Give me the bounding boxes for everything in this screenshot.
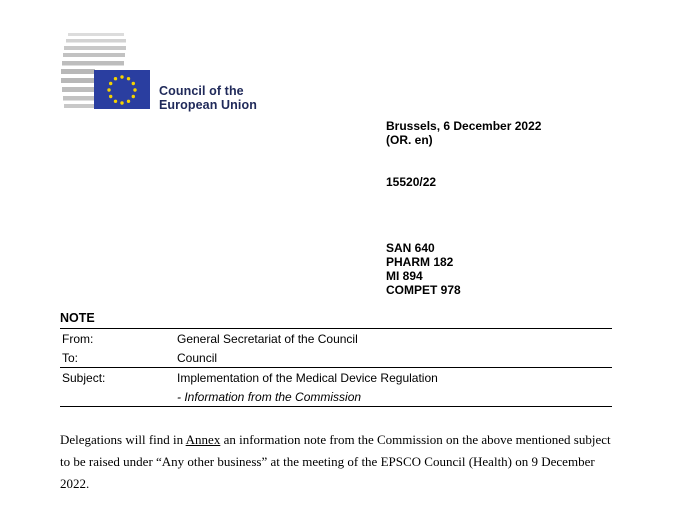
from-value: General Secretariat of the Council xyxy=(177,329,612,349)
subject-label: Subject: xyxy=(60,368,177,388)
date-block xyxy=(386,119,541,147)
org-name-line2: European Union xyxy=(159,98,257,112)
council-logo xyxy=(60,31,270,111)
code-item: SAN 640 xyxy=(386,241,435,255)
organization-name xyxy=(159,84,257,112)
from-row xyxy=(60,329,612,349)
body-paragraph xyxy=(60,429,620,495)
subject-value: Implementation of the Medical Device Regulation xyxy=(177,368,612,388)
body-text-part2: an information note from the Commission on the above mentioned subject to be raised under “Any other business” at the meeting of the EPSCO Council (Health) on 9 December 2022. xyxy=(60,432,611,491)
document-number: 15520/22 xyxy=(386,175,437,189)
to-value: Council xyxy=(177,350,218,365)
org-name-line1: Council of the xyxy=(159,84,244,98)
to-label: To: xyxy=(62,350,79,365)
classification-codes xyxy=(386,241,461,297)
subject-subtitle: - Information from the Commission xyxy=(177,387,612,407)
from-label: From: xyxy=(60,329,177,349)
original-language: (OR. en) xyxy=(386,133,433,147)
code-item: MI 894 xyxy=(386,269,423,283)
code-item: PHARM 182 xyxy=(386,255,454,269)
subject-sub-row xyxy=(60,387,612,407)
note-heading: NOTE xyxy=(60,311,95,325)
annex-link[interactable]: Annex xyxy=(185,432,221,447)
note-table xyxy=(60,328,612,407)
body-text-part1: Delegations will find in xyxy=(60,432,186,447)
to-row xyxy=(60,348,612,368)
place-date: Brussels, 6 December 2022 xyxy=(386,119,542,133)
eu-flag-icon xyxy=(94,70,150,109)
subject-row xyxy=(60,368,612,388)
code-item: COMPET 978 xyxy=(386,283,461,297)
